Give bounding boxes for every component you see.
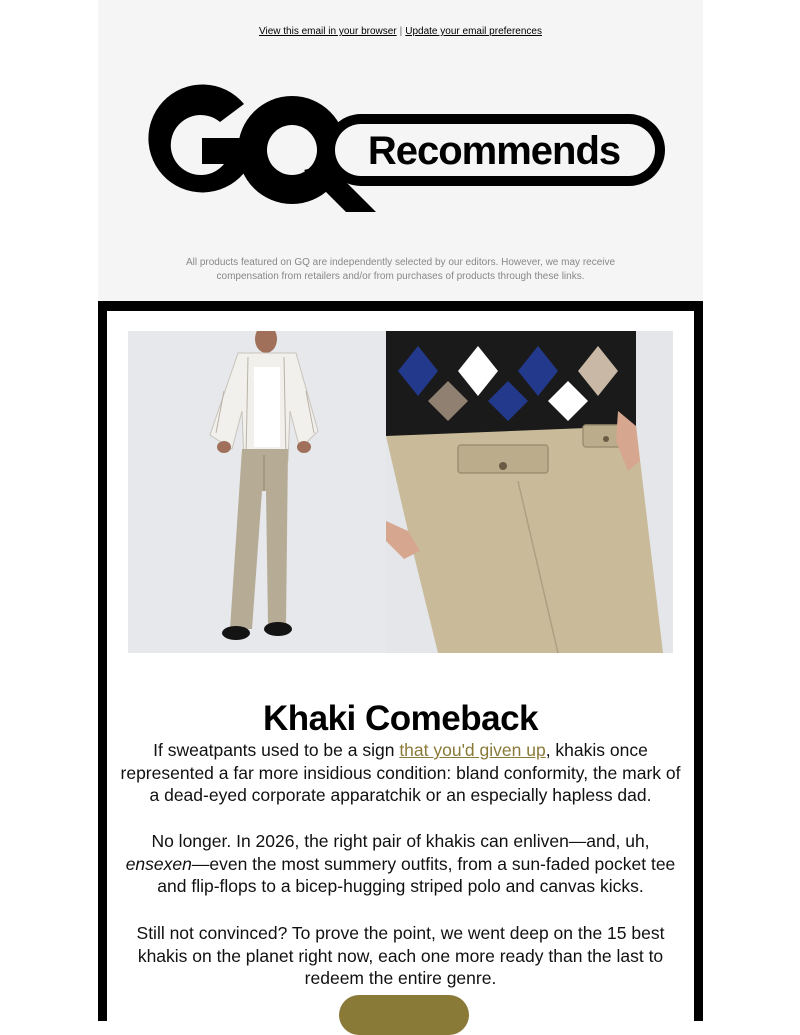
logo-letter-g bbox=[148, 84, 250, 192]
paragraph-1-text-end: , khakis once represented a far more insidious condition: bland conformity, the mark of a dead-eyed corporate apparatchik or an especially hapless dad. bbox=[120, 740, 681, 805]
hero-image-left-model bbox=[128, 331, 386, 653]
cta-button[interactable] bbox=[339, 995, 469, 1035]
view-in-browser-link[interactable]: View this email in your browser bbox=[258, 26, 397, 37]
article-headline: Khaki Comeback bbox=[262, 699, 539, 738]
given-up-link[interactable]: that you'd given up bbox=[399, 740, 546, 760]
paragraph-2-text-start: No longer. In 2026, the right pair of khakis can enliven—and, uh, bbox=[151, 831, 650, 851]
paragraph-2-italic-word: ensexen bbox=[125, 853, 192, 874]
article-paragraph-3: Still not convinced? To prove the point, we went deep on the 15 best khakis on the planet right now, each one more ready than the last to redeem the entire genre. bbox=[136, 923, 665, 988]
paragraph-1-text-start: If sweatpants used to be a sign bbox=[153, 740, 400, 760]
article-card-inner bbox=[107, 311, 694, 1031]
affiliate-disclaimer: All products featured on GQ are independently selected by our editors. However, we may receive compensation from retailers and/or from purchases of products through these links. bbox=[185, 257, 616, 282]
hero-image-khakis[interactable] bbox=[128, 331, 673, 653]
article-paragraph-1 bbox=[117, 739, 684, 807]
email-topbar bbox=[98, 26, 703, 37]
topbar-separator: | bbox=[399, 26, 403, 37]
logo-wordmark: Recommends bbox=[367, 129, 621, 173]
paragraph-2-text-end: —even the most summery outfits, from a sun-faded pocket tee and flip-flops to a bicep-hugging striped polo and canvas kicks. bbox=[157, 853, 676, 896]
update-preferences-link[interactable]: Update your email preferences bbox=[405, 26, 542, 37]
gq-recommends-logo[interactable] bbox=[132, 82, 672, 217]
email-container bbox=[98, 0, 703, 1000]
article-card bbox=[98, 301, 703, 1021]
article-paragraph-2 bbox=[117, 830, 684, 898]
hero-image-right-detail bbox=[386, 331, 673, 653]
